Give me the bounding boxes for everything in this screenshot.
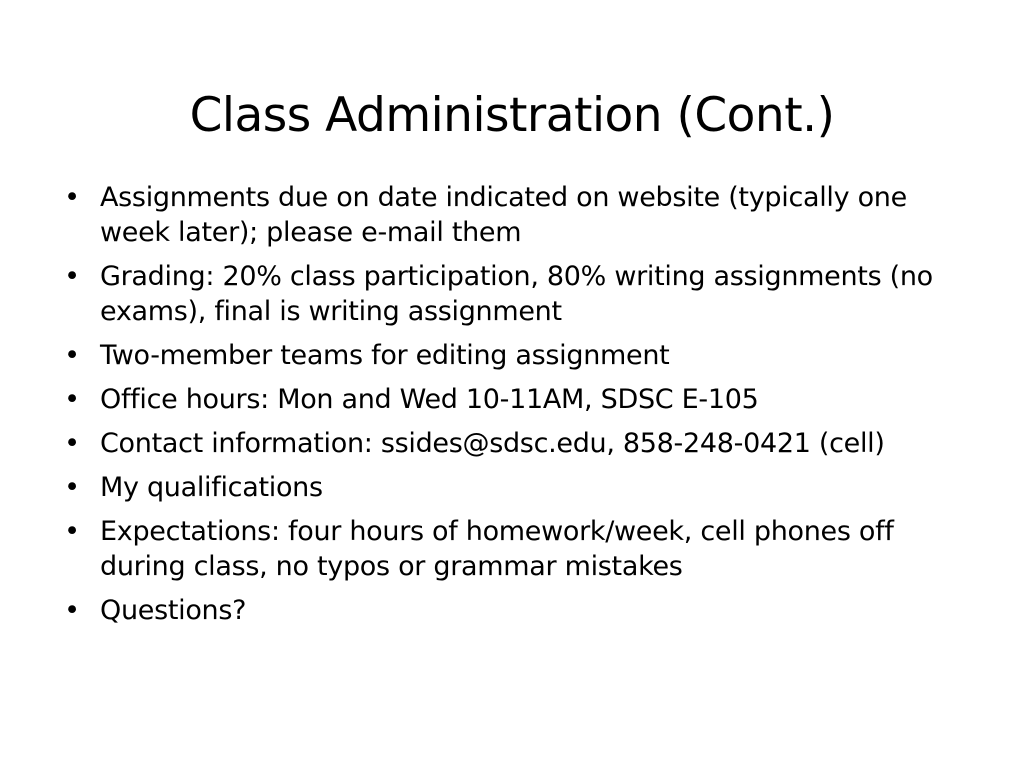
bullet-item-assignments bbox=[62, 180, 970, 250]
bullet-text: Assignments due on date indicated on website (typically one week later); please e-mail them bbox=[100, 182, 907, 248]
bullet-item-office-hours bbox=[62, 382, 970, 417]
bullet-text: Expectations: four hours of homework/week, cell phones off during class, no typos or grammar mistakes bbox=[100, 516, 894, 582]
bullet-item-contact bbox=[62, 426, 970, 461]
bullet-text: Office hours: Mon and Wed 10-11AM, SDSC E-105 bbox=[100, 384, 759, 415]
bullet-icon: • bbox=[64, 261, 80, 292]
bullet-list bbox=[62, 180, 970, 637]
bullet-item-questions bbox=[62, 593, 970, 628]
bullet-text: Questions? bbox=[100, 595, 247, 626]
bullet-text: My qualifications bbox=[100, 472, 323, 503]
bullet-icon: • bbox=[64, 516, 80, 547]
bullet-text: Grading: 20% class participation, 80% writing assignments (no exams), final is writing assignment bbox=[100, 261, 933, 327]
bullet-icon: • bbox=[64, 428, 80, 459]
bullet-item-qualifications bbox=[62, 470, 970, 505]
bullet-item-grading bbox=[62, 259, 970, 329]
bullet-item-teams bbox=[62, 338, 970, 373]
bullet-text: Contact information: ssides@sdsc.edu, 858-248-0421 (cell) bbox=[100, 428, 885, 459]
bullet-text: Two-member teams for editing assignment bbox=[100, 340, 670, 371]
bullet-icon: • bbox=[64, 472, 80, 503]
bullet-icon: • bbox=[64, 384, 80, 415]
slide-title: Class Administration (Cont.) bbox=[189, 88, 835, 144]
bullet-icon: • bbox=[64, 595, 80, 626]
bullet-icon: • bbox=[64, 182, 80, 213]
bullet-icon: • bbox=[64, 340, 80, 371]
bullet-item-expectations bbox=[62, 514, 970, 584]
